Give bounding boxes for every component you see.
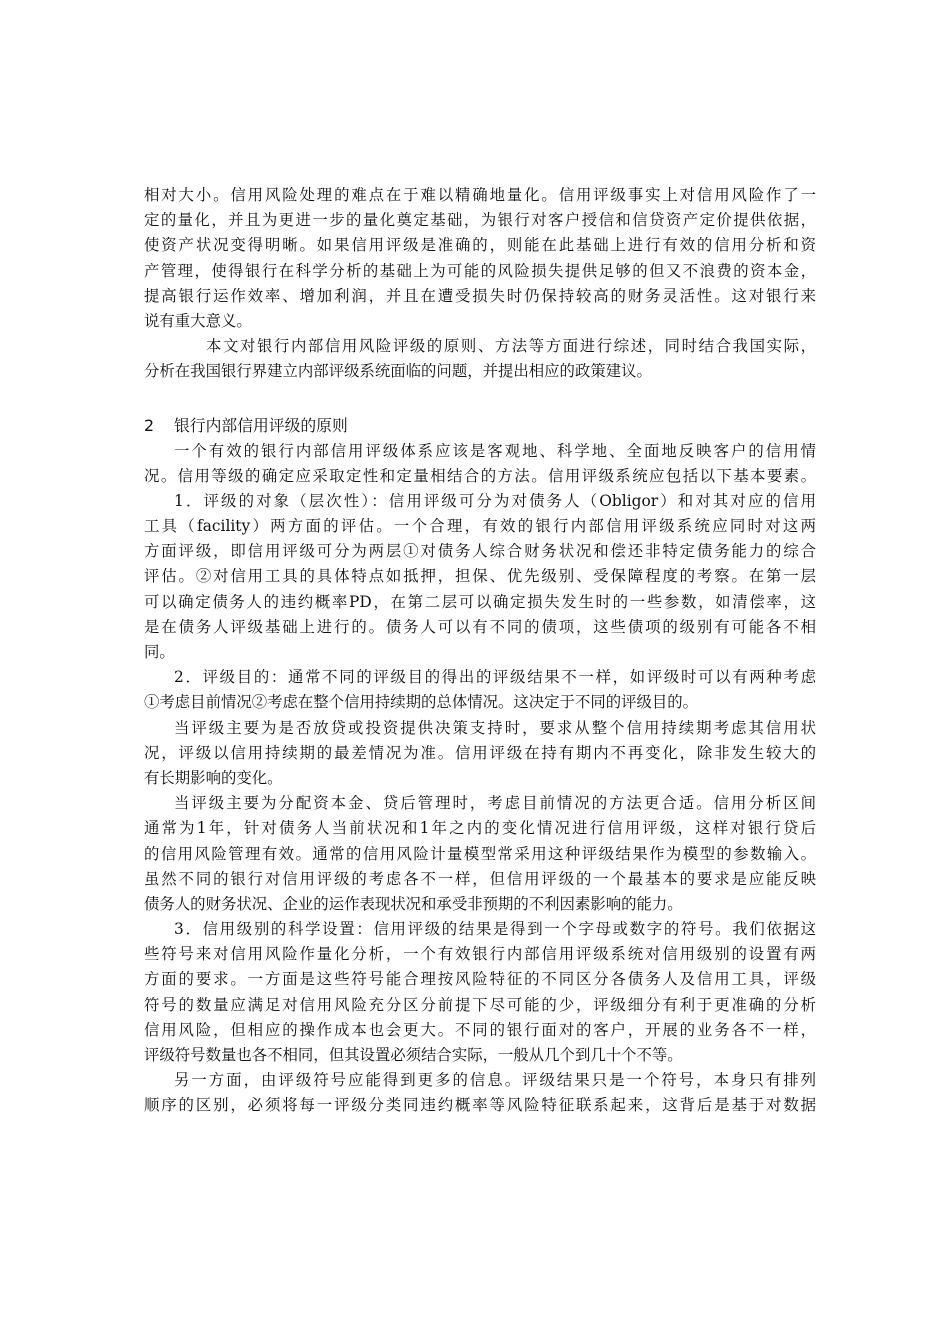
text-line: 一个有效的银行内部信用评级体系应该是客观地、科学地、全面地反映客户的信用情 — [174, 441, 816, 460]
text-line: ①考虑目前情况②考虑在整个信用持续期的总体情况。这决定于不同的评级目的。 — [144, 693, 699, 712]
paragraph-intro — [144, 183, 816, 334]
text-line: 况。信用等级的确定应采取定性和定量相结合的方法。信用评级系统应包括以下基本要素。 — [144, 466, 816, 485]
text-line: 本文对银行内部信用风险评级的原则、方法等方面进行综述，同时结合我国实际， — [206, 337, 816, 356]
text-line: 同。 — [144, 643, 175, 661]
text-line: 1．评级的对象（层次性）：信用评级可分为对债务人（Obligor）和对其对应的信用 — [174, 491, 816, 510]
section-number: 2 — [144, 415, 155, 435]
text-line: 当评级主要为是否放贷或投资提供决策支持时，要求从整个信用持续期考虑其信用状 — [174, 718, 816, 737]
text-line: 使资产状况变得明晰。如果信用评级是准确的，则能在此基础上进行有效的信用分析和资 — [144, 236, 816, 255]
text-line: 说有重大意义。 — [144, 311, 252, 330]
paragraph-2 — [144, 489, 816, 665]
paragraph-7 — [144, 1068, 816, 1118]
text-line: 顺序的区别，必须将每一评级分类同违约概率等风险特征联系起来，这背后是基于对数据 — [144, 1096, 816, 1115]
text-line: 是在债务人评级基础上进行的。债务人可以有不同的债项，这些债项的级别有可能各不相 — [144, 617, 816, 636]
text-line: 可以确定债务人的违约概率PD，在第二层可以确定损失发生时的一些参数，如清偿率，这 — [144, 592, 816, 611]
section-title: 银行内部信用评级的原则 — [174, 415, 348, 435]
text-line: 评估。②对信用工具的具体特点如抵押，担保、优先级别、受保障程度的考察。在第一层 — [144, 567, 816, 586]
text-line: 符号的数量应满足对信用风险充分区分前提下尽可能的少，评级细分有利于更准确的分析 — [144, 995, 816, 1014]
text-line: 虽然不同的银行对信用评级的考虑各不一样，但信用评级的一个最基本的要求是应能反映 — [144, 869, 816, 888]
text-line: 工具（facility）两方面的评估。一个合理，有效的银行内部信用评级系统应同时对这两 — [144, 517, 816, 536]
text-line: 提高银行运作效率、增加利润，并且在遭受损失时仍保持较高的财务灵活性。这对银行来 — [144, 286, 816, 305]
paragraph-5 — [144, 791, 816, 917]
text-line: 信用风险，但相应的操作成本也会更大。不同的银行面对的客户，开展的业务各不一样， — [144, 1020, 816, 1039]
section-gap — [144, 385, 816, 409]
text-line: 分析在我国银行界建立内部评级系统面临的问题，并提出相应的政策建议。 — [144, 362, 652, 381]
text-line: 评级符号数量也各不相同，但其设置必须结合实际，一般从几个到几十个不等。 — [144, 1046, 683, 1064]
paragraph-4 — [144, 716, 816, 792]
text-line: 债务人的财务状况、企业的运作表现状况和承受非预期的不利因素影响的能力。 — [144, 894, 683, 913]
text-line: 有长期影响的变化。 — [144, 768, 283, 787]
text-line: 况，评级以信用持续期的最差情况为准。信用评级在持有期内不再变化，除非发生较大的 — [144, 743, 816, 762]
paragraph-3 — [144, 665, 816, 715]
text-line: 相对大小。信用风险处理的难点在于难以精确地量化。信用评级事实上对信用风险作了一 — [144, 186, 816, 204]
text-line: 当评级主要为分配资本金、贷后管理时，考虑目前情况的方法更合适。信用分析区间 — [174, 794, 816, 813]
text-line: 定的量化，并且为更进一步的量化奠定基础，为银行对客户授信和信贷资产定价提供依据， — [144, 211, 816, 230]
text-line: 2．评级目的：通常不同的评级目的得出的评级结果不一样，如评级时可以有两种考虑 — [174, 668, 816, 687]
text-line: 方面评级，即信用评级可分为两层①对债务人综合财务状况和偿还非特定债务能力的综合 — [144, 542, 816, 561]
document-body — [144, 183, 816, 1119]
text-line: 另一方面，由评级符号应能得到更多的信息。评级结果只是一个符号，本身只有排列 — [174, 1071, 816, 1090]
text-line: 通常为1年，针对债务人当前状况和1年之内的变化情况进行信用评级，这样对银行贷后 — [144, 819, 816, 838]
text-line: 的信用风险管理有效。通常的信用风险计量模型常采用这种评级结果作为模型的参数输入。 — [144, 844, 816, 863]
text-line: 方面的要求。一方面是这些符号能合理按风险特征的不同区分各债务人及信用工具，评级 — [144, 970, 816, 989]
paragraph-1 — [144, 439, 816, 489]
paragraph-scope — [144, 334, 816, 384]
paragraph-6 — [144, 917, 816, 1068]
text-line: 些符号来对信用风险作量化分析，一个有效银行内部信用评级系统对信用级别的设置有两 — [144, 945, 816, 964]
section-heading — [144, 413, 816, 439]
text-line: 产管理，使得银行在科学分析的基础上为可能的风险损失提供足够的但又不浪费的资本金， — [144, 261, 816, 280]
text-line: 3．信用级别的科学设置：信用评级的结果是得到一个字母或数字的符号。我们依据这 — [174, 920, 816, 939]
